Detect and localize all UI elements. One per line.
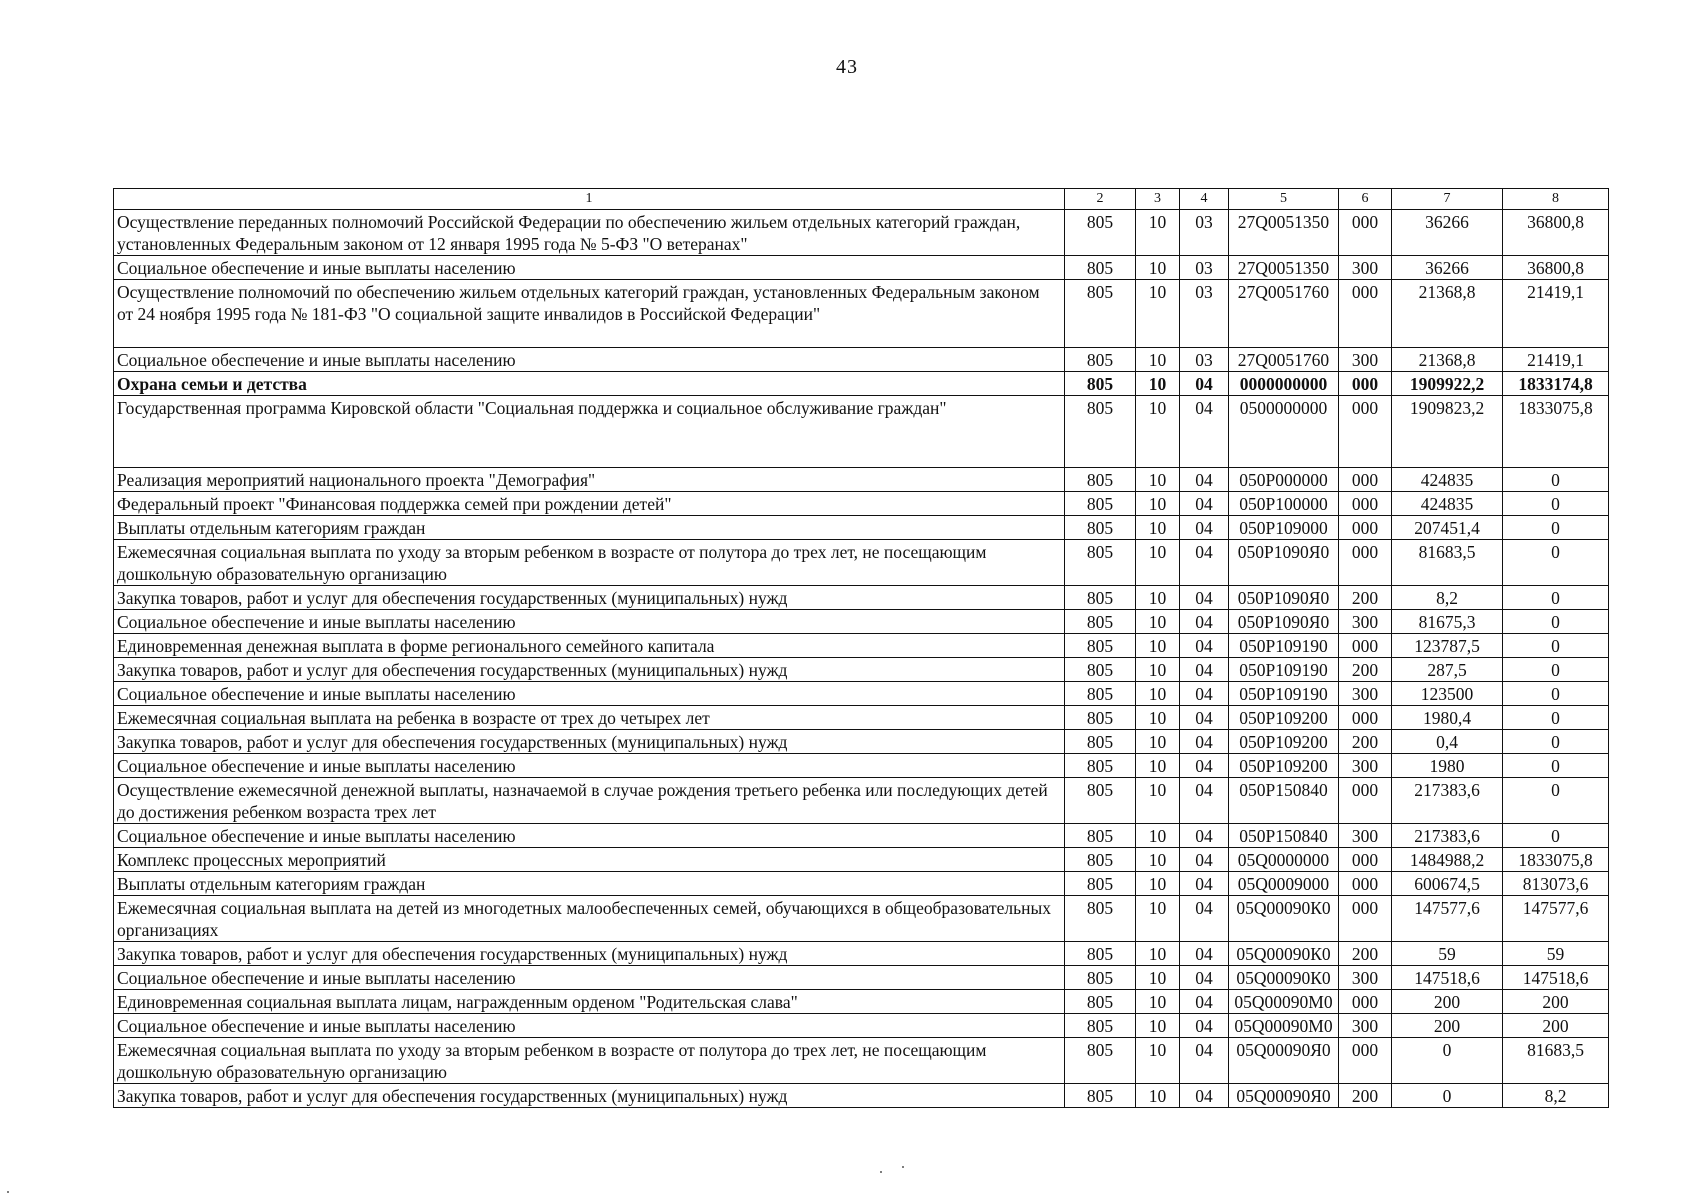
row-name-cell: Государственная программа Кировской области "Социальная поддержка и социальное обслуживание граждан" (114, 396, 1065, 468)
table-row (114, 896, 1609, 942)
row-cell-c2: 805 (1065, 372, 1136, 396)
table-row (114, 540, 1609, 586)
row-cell-c4: 04 (1180, 896, 1229, 942)
row-cell-c4: 04 (1180, 682, 1229, 706)
row-cell-c5: 050P150840 (1229, 778, 1339, 824)
row-cell-c2: 805 (1065, 848, 1136, 872)
row-name-cell: Комплекс процессных мероприятий (114, 848, 1065, 872)
row-cell-c6: 000 (1339, 516, 1392, 540)
row-cell-c2: 805 (1065, 256, 1136, 280)
row-cell-c4: 03 (1180, 280, 1229, 348)
row-cell-c4: 04 (1180, 540, 1229, 586)
row-cell-c3: 10 (1136, 706, 1180, 730)
row-cell-c2: 805 (1065, 730, 1136, 754)
row-cell-c8: 0 (1503, 468, 1609, 492)
row-cell-c8: 0 (1503, 634, 1609, 658)
row-cell-c4: 04 (1180, 658, 1229, 682)
row-cell-c7: 0 (1392, 1084, 1503, 1108)
table-row (114, 730, 1609, 754)
row-cell-c3: 10 (1136, 634, 1180, 658)
row-cell-c3: 10 (1136, 610, 1180, 634)
row-cell-c4: 04 (1180, 396, 1229, 468)
table-row (114, 280, 1609, 348)
row-cell-c2: 805 (1065, 942, 1136, 966)
row-cell-c5: 050P109000 (1229, 516, 1339, 540)
row-name-cell: Выплаты отдельным категориям граждан (114, 872, 1065, 896)
row-cell-c6: 000 (1339, 468, 1392, 492)
row-name-cell: Закупка товаров, работ и услуг для обеспечения государственных (муниципальных) нужд (114, 942, 1065, 966)
row-cell-c7: 424835 (1392, 492, 1503, 516)
table-row (114, 256, 1609, 280)
row-cell-c4: 03 (1180, 348, 1229, 372)
row-name-cell: Единовременная денежная выплата в форме регионального семейного капитала (114, 634, 1065, 658)
row-cell-c4: 04 (1180, 468, 1229, 492)
row-cell-c3: 10 (1136, 348, 1180, 372)
row-name-cell: Социальное обеспечение и иные выплаты населению (114, 1014, 1065, 1038)
row-cell-c3: 10 (1136, 824, 1180, 848)
row-cell-c5: 27Q0051760 (1229, 280, 1339, 348)
table-row (114, 610, 1609, 634)
row-cell-c8: 147577,6 (1503, 896, 1609, 942)
row-cell-c3: 10 (1136, 778, 1180, 824)
row-cell-c3: 10 (1136, 896, 1180, 942)
row-cell-c4: 04 (1180, 706, 1229, 730)
row-cell-c5: 27Q0051350 (1229, 210, 1339, 256)
row-cell-c7: 21368,8 (1392, 280, 1503, 348)
row-cell-c5: 050P109190 (1229, 634, 1339, 658)
row-cell-c2: 805 (1065, 872, 1136, 896)
row-cell-c8: 0 (1503, 754, 1609, 778)
table-row (114, 492, 1609, 516)
column-header: 8 (1503, 189, 1609, 210)
table-row (114, 990, 1609, 1014)
row-cell-c8: 0 (1503, 682, 1609, 706)
row-cell-c8: 0 (1503, 492, 1609, 516)
row-cell-c7: 1909823,2 (1392, 396, 1503, 468)
row-name-cell: Закупка товаров, работ и услуг для обеспечения государственных (муниципальных) нужд (114, 730, 1065, 754)
column-header: 4 (1180, 189, 1229, 210)
table-row (114, 1038, 1609, 1084)
row-cell-c6: 300 (1339, 256, 1392, 280)
row-name-cell: Реализация мероприятий национального проекта "Демография" (114, 468, 1065, 492)
row-cell-c7: 217383,6 (1392, 778, 1503, 824)
row-cell-c8: 0 (1503, 706, 1609, 730)
row-cell-c8: 0 (1503, 824, 1609, 848)
row-cell-c7: 1484988,2 (1392, 848, 1503, 872)
row-cell-c5: 050P1090Я0 (1229, 540, 1339, 586)
row-cell-c5: 050P109200 (1229, 754, 1339, 778)
row-cell-c6: 000 (1339, 778, 1392, 824)
row-cell-c8: 36800,8 (1503, 256, 1609, 280)
row-cell-c2: 805 (1065, 210, 1136, 256)
scan-speck (7, 1191, 9, 1193)
row-cell-c5: 050P100000 (1229, 492, 1339, 516)
header-row (114, 189, 1609, 210)
row-cell-c3: 10 (1136, 754, 1180, 778)
row-cell-c6: 300 (1339, 754, 1392, 778)
column-header: 6 (1339, 189, 1392, 210)
row-cell-c8: 0 (1503, 778, 1609, 824)
row-cell-c4: 04 (1180, 872, 1229, 896)
row-cell-c6: 000 (1339, 396, 1392, 468)
row-cell-c6: 200 (1339, 658, 1392, 682)
row-cell-c3: 10 (1136, 396, 1180, 468)
row-cell-c3: 10 (1136, 492, 1180, 516)
row-cell-c4: 04 (1180, 516, 1229, 540)
row-cell-c8: 200 (1503, 1014, 1609, 1038)
row-cell-c4: 04 (1180, 610, 1229, 634)
row-cell-c4: 04 (1180, 848, 1229, 872)
row-cell-c6: 000 (1339, 210, 1392, 256)
row-cell-c5: 050P150840 (1229, 824, 1339, 848)
row-cell-c4: 03 (1180, 256, 1229, 280)
row-cell-c6: 000 (1339, 634, 1392, 658)
row-cell-c6: 000 (1339, 280, 1392, 348)
row-cell-c3: 10 (1136, 516, 1180, 540)
row-cell-c6: 200 (1339, 942, 1392, 966)
row-name-cell: Ежемесячная социальная выплата по уходу за вторым ребенком в возрасте от полутора до трех лет, не посещающим дошкольную образовательную организацию (114, 540, 1065, 586)
row-cell-c3: 10 (1136, 1038, 1180, 1084)
row-cell-c5: 050P109190 (1229, 682, 1339, 706)
column-header: 1 (114, 189, 1065, 210)
row-cell-c5: 05Q0000000 (1229, 848, 1339, 872)
row-cell-c5: 050P109200 (1229, 730, 1339, 754)
row-cell-c3: 10 (1136, 372, 1180, 396)
row-cell-c6: 200 (1339, 586, 1392, 610)
row-cell-c7: 36266 (1392, 256, 1503, 280)
row-cell-c8: 0 (1503, 610, 1609, 634)
row-cell-c3: 10 (1136, 1084, 1180, 1108)
row-name-cell: Закупка товаров, работ и услуг для обеспечения государственных (муниципальных) нужд (114, 658, 1065, 682)
row-cell-c2: 805 (1065, 516, 1136, 540)
row-cell-c7: 0 (1392, 1038, 1503, 1084)
column-header: 3 (1136, 189, 1180, 210)
row-cell-c7: 1980 (1392, 754, 1503, 778)
row-name-cell: Социальное обеспечение и иные выплаты населению (114, 610, 1065, 634)
row-cell-c8: 21419,1 (1503, 280, 1609, 348)
table-row (114, 778, 1609, 824)
row-cell-c5: 05Q00090К0 (1229, 966, 1339, 990)
row-cell-c4: 04 (1180, 1084, 1229, 1108)
row-cell-c5: 0500000000 (1229, 396, 1339, 468)
row-cell-c6: 000 (1339, 990, 1392, 1014)
row-cell-c7: 1980,4 (1392, 706, 1503, 730)
row-cell-c8: 59 (1503, 942, 1609, 966)
row-cell-c8: 1833075,8 (1503, 848, 1609, 872)
row-cell-c2: 805 (1065, 778, 1136, 824)
row-cell-c4: 03 (1180, 210, 1229, 256)
row-cell-c8: 200 (1503, 990, 1609, 1014)
row-cell-c2: 805 (1065, 1084, 1136, 1108)
row-cell-c2: 805 (1065, 682, 1136, 706)
row-cell-c4: 04 (1180, 754, 1229, 778)
row-cell-c3: 10 (1136, 682, 1180, 706)
row-cell-c3: 10 (1136, 586, 1180, 610)
page-number: 43 (836, 56, 858, 78)
row-cell-c4: 04 (1180, 1014, 1229, 1038)
row-cell-c5: 050P1090Я0 (1229, 586, 1339, 610)
table-row (114, 754, 1609, 778)
row-cell-c3: 10 (1136, 1014, 1180, 1038)
row-cell-c6: 000 (1339, 540, 1392, 586)
row-cell-c6: 300 (1339, 966, 1392, 990)
row-cell-c4: 04 (1180, 586, 1229, 610)
scan-speck (902, 1166, 904, 1168)
row-cell-c7: 81675,3 (1392, 610, 1503, 634)
row-cell-c6: 300 (1339, 610, 1392, 634)
table-row (114, 586, 1609, 610)
row-name-cell: Закупка товаров, работ и услуг для обеспечения государственных (муниципальных) нужд (114, 1084, 1065, 1108)
row-cell-c2: 805 (1065, 492, 1136, 516)
row-cell-c3: 10 (1136, 848, 1180, 872)
row-cell-c5: 05Q0009000 (1229, 872, 1339, 896)
row-cell-c2: 805 (1065, 280, 1136, 348)
row-name-cell: Осуществление полномочий по обеспечению жильем отдельных категорий граждан, установленных Федеральным законом от 24 ноября 1995 года № 181-ФЗ "О социальной защите инвалидов в Российской Федерации" (114, 280, 1065, 348)
row-cell-c7: 123500 (1392, 682, 1503, 706)
row-cell-c3: 10 (1136, 658, 1180, 682)
row-cell-c4: 04 (1180, 942, 1229, 966)
row-cell-c5: 27Q0051350 (1229, 256, 1339, 280)
row-cell-c6: 200 (1339, 730, 1392, 754)
row-cell-c3: 10 (1136, 966, 1180, 990)
row-cell-c5: 0000000000 (1229, 372, 1339, 396)
row-cell-c3: 10 (1136, 540, 1180, 586)
row-cell-c4: 04 (1180, 824, 1229, 848)
row-cell-c8: 0 (1503, 730, 1609, 754)
row-cell-c7: 287,5 (1392, 658, 1503, 682)
row-cell-c7: 217383,6 (1392, 824, 1503, 848)
row-cell-c4: 04 (1180, 778, 1229, 824)
table-row (114, 706, 1609, 730)
row-cell-c2: 805 (1065, 966, 1136, 990)
row-cell-c4: 04 (1180, 730, 1229, 754)
row-cell-c5: 05Q00090К0 (1229, 896, 1339, 942)
row-name-cell: Закупка товаров, работ и услуг для обеспечения государственных (муниципальных) нужд (114, 586, 1065, 610)
table-row (114, 372, 1609, 396)
row-cell-c6: 000 (1339, 706, 1392, 730)
row-cell-c5: 27Q0051760 (1229, 348, 1339, 372)
row-cell-c2: 805 (1065, 990, 1136, 1014)
row-cell-c4: 04 (1180, 372, 1229, 396)
row-cell-c3: 10 (1136, 730, 1180, 754)
row-cell-c2: 805 (1065, 540, 1136, 586)
row-cell-c8: 0 (1503, 540, 1609, 586)
row-cell-c5: 050P109190 (1229, 658, 1339, 682)
row-cell-c7: 8,2 (1392, 586, 1503, 610)
row-cell-c5: 05Q00090Я0 (1229, 1038, 1339, 1084)
row-cell-c6: 000 (1339, 372, 1392, 396)
row-cell-c7: 424835 (1392, 468, 1503, 492)
row-cell-c6: 000 (1339, 848, 1392, 872)
row-cell-c3: 10 (1136, 210, 1180, 256)
row-cell-c6: 300 (1339, 348, 1392, 372)
row-cell-c6: 000 (1339, 492, 1392, 516)
column-header: 7 (1392, 189, 1503, 210)
row-cell-c3: 10 (1136, 872, 1180, 896)
row-cell-c4: 04 (1180, 634, 1229, 658)
table-row (114, 396, 1609, 468)
row-cell-c7: 0,4 (1392, 730, 1503, 754)
row-cell-c5: 050P109200 (1229, 706, 1339, 730)
row-cell-c2: 805 (1065, 754, 1136, 778)
row-cell-c7: 81683,5 (1392, 540, 1503, 586)
budget-table (113, 188, 1609, 1108)
row-cell-c8: 81683,5 (1503, 1038, 1609, 1084)
row-cell-c2: 805 (1065, 396, 1136, 468)
row-cell-c8: 813073,6 (1503, 872, 1609, 896)
row-cell-c7: 200 (1392, 1014, 1503, 1038)
row-cell-c8: 1833075,8 (1503, 396, 1609, 468)
row-cell-c5: 05Q00090Я0 (1229, 1084, 1339, 1108)
row-cell-c2: 805 (1065, 468, 1136, 492)
row-name-cell: Осуществление ежемесячной денежной выплаты, назначаемой в случае рождения третьего ребенка или последующих детей до достижения ребенком возраста трех лет (114, 778, 1065, 824)
row-cell-c7: 1909922,2 (1392, 372, 1503, 396)
row-cell-c6: 300 (1339, 682, 1392, 706)
table-row (114, 1084, 1609, 1108)
row-cell-c8: 36800,8 (1503, 210, 1609, 256)
row-cell-c8: 0 (1503, 586, 1609, 610)
scan-speck (880, 1171, 882, 1173)
row-name-cell: Социальное обеспечение и иные выплаты населению (114, 824, 1065, 848)
row-name-cell: Единовременная социальная выплата лицам, награжденным орденом "Родительская слава" (114, 990, 1065, 1014)
row-cell-c7: 600674,5 (1392, 872, 1503, 896)
row-name-cell: Ежемесячная социальная выплата по уходу за вторым ребенком в возрасте от полутора до трех лет, не посещающим дошкольную образовательную организацию (114, 1038, 1065, 1084)
row-name-cell: Ежемесячная социальная выплата на ребенка в возрасте от трех до четырех лет (114, 706, 1065, 730)
row-name-cell: Социальное обеспечение и иные выплаты населению (114, 966, 1065, 990)
row-cell-c7: 200 (1392, 990, 1503, 1014)
table-row (114, 468, 1609, 492)
row-cell-c7: 147518,6 (1392, 966, 1503, 990)
table-row (114, 848, 1609, 872)
row-name-cell: Выплаты отдельным категориям граждан (114, 516, 1065, 540)
row-cell-c2: 805 (1065, 610, 1136, 634)
row-cell-c3: 10 (1136, 990, 1180, 1014)
row-cell-c4: 04 (1180, 1038, 1229, 1084)
row-cell-c5: 050P000000 (1229, 468, 1339, 492)
row-cell-c2: 805 (1065, 1014, 1136, 1038)
row-name-cell: Социальное обеспечение и иные выплаты населению (114, 682, 1065, 706)
row-cell-c5: 050P1090Я0 (1229, 610, 1339, 634)
table-row (114, 872, 1609, 896)
row-cell-c2: 805 (1065, 634, 1136, 658)
row-cell-c5: 05Q00090К0 (1229, 942, 1339, 966)
row-name-cell: Социальное обеспечение и иные выплаты населению (114, 256, 1065, 280)
row-cell-c4: 04 (1180, 966, 1229, 990)
row-cell-c8: 1833174,8 (1503, 372, 1609, 396)
row-cell-c2: 805 (1065, 1038, 1136, 1084)
table-row (114, 658, 1609, 682)
row-cell-c8: 0 (1503, 516, 1609, 540)
row-cell-c5: 05Q00090М0 (1229, 1014, 1339, 1038)
row-cell-c6: 000 (1339, 872, 1392, 896)
row-cell-c7: 207451,4 (1392, 516, 1503, 540)
table-row (114, 942, 1609, 966)
row-cell-c8: 8,2 (1503, 1084, 1609, 1108)
table-row (114, 682, 1609, 706)
row-cell-c2: 805 (1065, 824, 1136, 848)
table-row (114, 1014, 1609, 1038)
row-cell-c7: 59 (1392, 942, 1503, 966)
row-cell-c8: 21419,1 (1503, 348, 1609, 372)
row-cell-c4: 04 (1180, 990, 1229, 1014)
table-row (114, 210, 1609, 256)
column-header: 2 (1065, 189, 1136, 210)
row-cell-c6: 000 (1339, 896, 1392, 942)
row-cell-c6: 300 (1339, 824, 1392, 848)
row-cell-c6: 000 (1339, 1038, 1392, 1084)
column-header: 5 (1229, 189, 1339, 210)
row-cell-c3: 10 (1136, 256, 1180, 280)
row-cell-c2: 805 (1065, 896, 1136, 942)
row-cell-c5: 05Q00090М0 (1229, 990, 1339, 1014)
table-row (114, 634, 1609, 658)
row-name-cell: Социальное обеспечение и иные выплаты населению (114, 348, 1065, 372)
row-name-cell: Социальное обеспечение и иные выплаты населению (114, 754, 1065, 778)
table-row (114, 824, 1609, 848)
row-cell-c3: 10 (1136, 942, 1180, 966)
row-cell-c4: 04 (1180, 492, 1229, 516)
row-cell-c2: 805 (1065, 348, 1136, 372)
row-name-cell: Осуществление переданных полномочий Российской Федерации по обеспечению жильем отдельных категорий граждан, установленных Федеральным законом от 12 января 1995 года № 5-ФЗ "О ветеранах" (114, 210, 1065, 256)
row-cell-c7: 123787,5 (1392, 634, 1503, 658)
row-cell-c7: 21368,8 (1392, 348, 1503, 372)
row-name-cell: Охрана семьи и детства (114, 372, 1065, 396)
row-name-cell: Федеральный проект "Финансовая поддержка семей при рождении детей" (114, 492, 1065, 516)
row-cell-c7: 36266 (1392, 210, 1503, 256)
table-row (114, 348, 1609, 372)
table-row (114, 516, 1609, 540)
row-cell-c3: 10 (1136, 468, 1180, 492)
row-cell-c2: 805 (1065, 658, 1136, 682)
row-cell-c2: 805 (1065, 706, 1136, 730)
row-cell-c7: 147577,6 (1392, 896, 1503, 942)
row-cell-c6: 300 (1339, 1014, 1392, 1038)
row-name-cell: Ежемесячная социальная выплата на детей из многодетных малообеспеченных семей, обучающихся в общеобразовательных организациях (114, 896, 1065, 942)
row-cell-c2: 805 (1065, 586, 1136, 610)
table-row (114, 966, 1609, 990)
row-cell-c8: 0 (1503, 658, 1609, 682)
row-cell-c8: 147518,6 (1503, 966, 1609, 990)
row-cell-c6: 200 (1339, 1084, 1392, 1108)
row-cell-c3: 10 (1136, 280, 1180, 348)
